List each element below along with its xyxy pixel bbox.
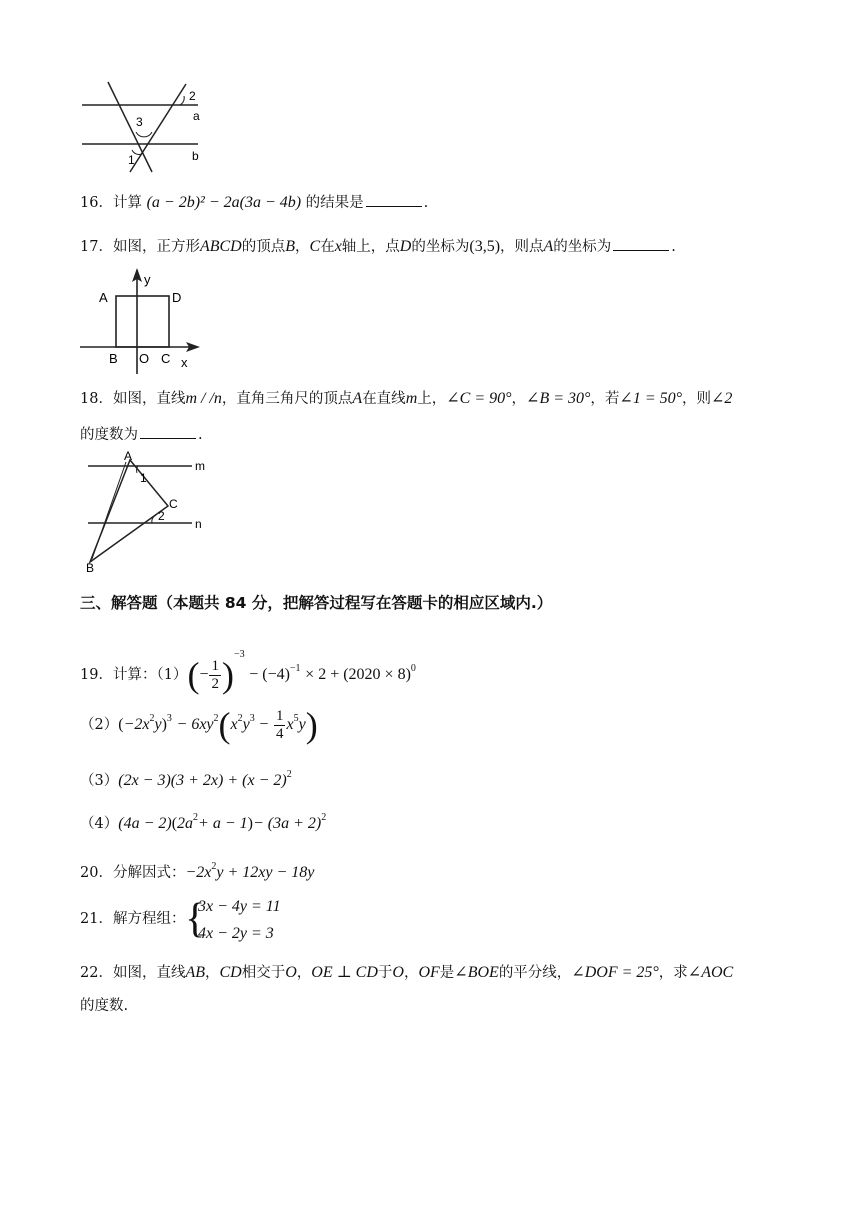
question-19-part2: $(2)(-2x^2y)^3 - 6xy^2(x^2y^3$ − $\frac{1}{4}$ $x^5y$) (80, 705, 318, 745)
label-3: 3 (136, 115, 143, 129)
equation-system-brace: { (185, 896, 206, 942)
angle-2-arc (152, 515, 156, 523)
label-B: B (86, 561, 95, 575)
square-coordinate-figure-17 (78, 266, 202, 376)
square-abcd (116, 296, 169, 347)
section-3-heading: 三、解答题（本题共 84 分，把解答过程写在答题卡的相应区域内.） (80, 594, 553, 612)
label-n: n (195, 517, 202, 531)
label-2: 2 (158, 509, 165, 523)
question-18-line2: 的度数为 . (80, 424, 203, 445)
question-20: 20．分解因式：$-2x^2y + 12xy - 18y$ (80, 861, 315, 881)
answer-blank-18 (140, 424, 196, 439)
question-21: 21．解方程组： (80, 911, 186, 927)
question-16: 16．计算 (a − 2b)² − 2a(3a − 4b) 的结果是 . (80, 194, 429, 211)
question-22: 22．如图，直线AB，CD相交于O，OE ⊥ CD于O，OF是∠BOE的平分线，∠DOF = 25°，求∠AOC (80, 964, 734, 981)
equation-2: 4x − 2y = 3 (198, 925, 274, 942)
equation-1: 3x − 4y = 11 (198, 898, 281, 915)
question-18: 18．如图，直线m / /n，直角三角尺的顶点A在直线m上，∠C = 90°，∠B = 30°，若∠1 = 50°，则∠2 (80, 390, 733, 407)
question-19-part4: $(4)(4a - 2)(2a^2+ a - 1)- (3a + 2)^2$ (80, 812, 327, 832)
question-22-line2: 的度数. (80, 998, 129, 1014)
label-O: O (139, 351, 150, 366)
question-19-part3: $(3)(2x - 3)(3 + 2x) + (x - 2)^2$ (80, 769, 292, 789)
triangle-ruler-figure-18 (80, 448, 212, 576)
answer-blank-17 (613, 236, 669, 251)
label-y: y (144, 272, 151, 287)
label-D: D (172, 290, 182, 305)
question-19-part1: 19．计算：（1）(− $\frac{1}{2}$ )$^{-3} - (-4)^{-1} \times 2 + (2020 \times 8)^0$ (80, 649, 416, 695)
fraction-one-half: $\frac{1}{2}$ (211, 657, 219, 692)
label-B: B (109, 351, 118, 366)
label-a: a (193, 109, 200, 123)
label-A: A (124, 449, 133, 463)
triangle-inner-edge (92, 462, 126, 559)
label-C: C (169, 497, 178, 511)
angle-3-arc (136, 132, 152, 137)
label-x: x (181, 355, 188, 370)
label-2: 2 (189, 89, 196, 103)
label-1: 1 (128, 153, 135, 167)
expression-16: (a − 2b)² − 2a(3a − 4b) (146, 194, 302, 211)
angle-2-arc (180, 96, 184, 105)
fraction-one-quarter: $\frac{1}{4}$ (275, 707, 284, 742)
label-1: 1 (140, 471, 147, 485)
label-A: A (99, 290, 108, 305)
parallel-lines-figure-15 (80, 78, 210, 176)
question-17: 17．如图，正方形ABCD的顶点B，C在x轴上，点D的坐标为(3,5)，则点A的坐标为 . (80, 238, 676, 255)
label-b: b (192, 149, 199, 163)
label-C: C (161, 351, 171, 366)
coordinate-17: (3,5) (469, 238, 501, 255)
label-m: m (195, 459, 205, 473)
triangle-abc (90, 460, 168, 562)
answer-blank-16 (366, 192, 422, 207)
